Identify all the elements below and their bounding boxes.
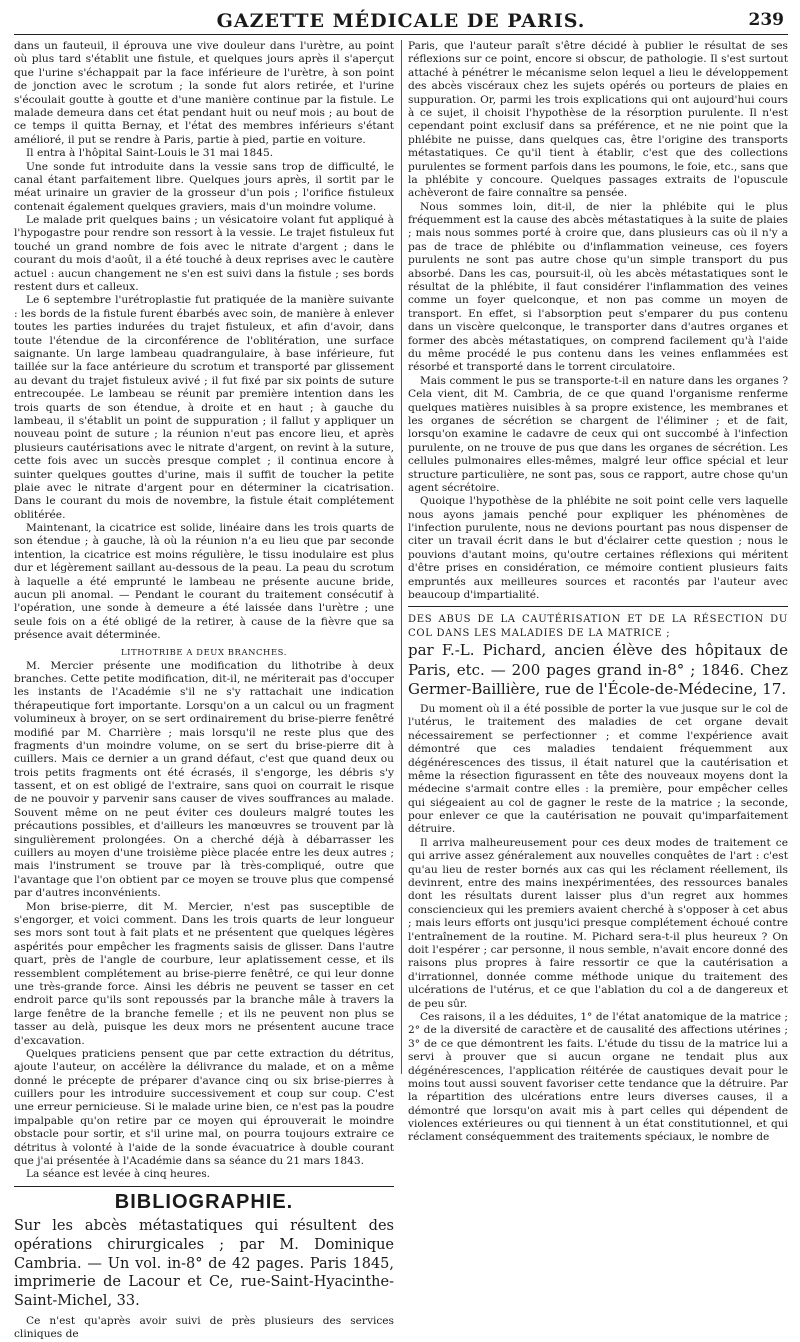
paragraph: Mon brise-pierre, dit M. Mercier, n'est pas susceptible de s'engorger, et voici comment. Dans les trois quarts de leur longueur ses mors sont tout à fait plats et ne présentent que quelques légères aspérités pour empêcher les fragments saisis de glisser. Dans l'autre quart, près de l'angle de courbure, leur aplatissement cesse, et ils ressemblent complétement au brise-pierre fenêtré, ce qui leur donne une très-grande force. Ainsi les débris ne peuvent se tasser en cet endroit parce qu'ils sont repoussés par la branche mâle à travers la large fenêtre de la branche femelle ; et ils ne peuvent non plus se tasser au delà, puisque les deux mors ne présentent aucune trace d'excavation. bbox=[14, 900, 394, 1047]
paragraph: Il arriva malheureusement pour ces deux modes de traitement ce qui arrive assez généralement aux nouvelles conquêtes de l'art : c'est qu'au lieu de rester bornés aux cas qui les réclament réellement, ils devinrent, entre des mains inexpérimentées, des ressources banales dont les résultats durent laisser plus d'un regret aux hommes consciencieux qui les premiers avaient cherché à s'opposer à cet abus ; mais leurs efforts ont jusqu'ici presque complétement échoué contre l'entraînement de la routine. M. Pichard sera-t-il plus heureux ? On doit l'espérer ; car personne, il nous semble, n'avait encore donné des raisons plus propres à faire ressortir ce que la cautérisation a d'irrationnel, donnée comme méthode unique du traitement des ulcérations de l'utérus, et ce que l'ablation du col a de dangereux et de peu sûr. bbox=[408, 836, 788, 1010]
paragraph: Le malade prit quelques bains ; un vésicatoire volant fut appliqué à l'hypogastre pour rendre son ressort à la vessie. Le trajet fistuleux fut touché un grand nombre de fois avec le nitrate d'argent ; dans le courant du mois d'août, il a été touché à deux reprises avec le cautère actuel : aucun changement ne s'en est suivi dans la fistule ; ses bords restent durs et calleux. bbox=[14, 214, 394, 294]
paragraph: Quelques praticiens pensent que par cette extraction du détritus, ajoute l'auteur, on accélère la délivrance du malade, et on a même donné le précepte de préparer d'avance cinq ou six brise-pierres à cuillers pour les introduire successivement et coup sur coup. C'est une erreur pernicieuse. Si le malade urine bien, ce n'est pas la poudre impalpable qu'on retire par ce moyen qui éprouverait le moindre obstacle pour sortir, et s'il urine mal, on pourra toujours extraire ce détritus à volonté à l'aide de la sonde évacuatrice à double courant que j'ai présentée à l'Académie dans sa séance du 21 mars 1843. bbox=[14, 1047, 394, 1168]
right-column bbox=[408, 40, 788, 1144]
paragraph: Paris, que l'auteur paraît s'être décidé à publier le résultat de ses réflexions sur ce point, encore si obscur, de pathologie. Il s'est surtout attaché à pénétrer le mécanisme selon lequel a lieu le développement des abcès viscéraux chez les sujets opérés ou porteurs de plaies en suppuration. Or, parmi les trois explications qui ont aujourd'hui cours à ce sujet, il choisit l'hypothèse de la résorption purulente. Il n'est cependant point exclusif dans sa préférence, et ne nie point que la phlébite ne puisse, dans quelques cas, être l'origine des transports métastatiques. Ce qu'il tient à établir, c'est que des collections purulentes se forment parfois dans les poumons, le foie, etc., sans que la phlébite y concoure. Quelques passages extraits de l'opuscule achèveront de faire connaître sa pensée. bbox=[408, 40, 788, 200]
paragraph: Une sonde fut introduite dans la vessie sans trop de difficulté, le canal étant parfaitement libre. Quelques jours après, il sortit par le méat urinaire un gravier de la grosseur d'un pois ; l'orifice fistuleux contenait également quelques graviers, mais d'un moindre volume. bbox=[14, 160, 394, 213]
subsection-heading: LITHOTRIBE A DEUX BRANCHES. bbox=[121, 646, 287, 657]
paragraph: Quoique l'hypothèse de la phlébite ne soit point celle vers laquelle nous ayons jamais penché pour expliquer les phénomènes de l'infection purulente, nous ne devions pourtant pas nous dispenser de citer un travail écrit dans le but d'éclairer cette question ; nous le pouvions d'autant moins, qu'outre certaines réflexions qui méritent d'être prises en considération, ce mémoire contient plusieurs faits empruntés aux meilleures sources et racontés par l'auteur avec beaucoup d'impartialité. bbox=[408, 495, 788, 602]
paragraph: Du moment où il a été possible de porter la vue jusque sur le col de l'utérus, le traitement des maladies de cet organe devait nécessairement se perfectionner ; et comme l'expérience avait démontré que ces maladies tendaient fréquemment aux dégénérescences des tissus, il était naturel que la cautérisation et même la résection figurassent en tête des nouveaux moyens dont la médecine s'armait contre elles : la première, pour empêcher celles qui siégeaient au col de gagner le reste de la matrice ; la seconde, pour enlever ce que la cautérisation ne pouvait qu'imparfaitement détruire. bbox=[408, 702, 788, 836]
page-header bbox=[14, 8, 788, 35]
two-column-body bbox=[14, 40, 788, 1341]
paragraph: Ce n'est qu'après avoir suivi de près plusieurs des services cliniques de bbox=[14, 1315, 394, 1341]
paragraph: Mais comment le pus se transporte-t-il en nature dans les organes ? Cela vient, dit M. Cambria, de ce que quand l'organisme renferme quelques matières nuisibles à sa propre existence, les membranes et les organes de sécrétion se chargent de l'éliminer ; et de fait, lorsqu'on examine le cadavre de ceux qui ont succombé à l'infection purulente, on ne trouve de pus que dans les organes de sécrétion. Les cellules pulmonaires elles-mêmes, malgré leur office spécial et leur structure particulière, ne sont pas, sous ce rapport, autre chose qu'un agent sécrétoire. bbox=[408, 374, 788, 494]
column-divider bbox=[401, 40, 402, 1074]
paragraph: Le 6 septembre l'urétroplastie fut pratiquée de la manière suivante : les bords de la fistule furent ébarbés avec soin, de manière à enlever toutes les parties indurées du trajet fistuleux, et afin d'avoir, dans toute l'étendue de la circonférence de l'oblitération, une surface saignante. Un large lambeau quadrangulaire, à base inférieure, fut taillée sur la face antérieure du scrotum et transporté par glissement au devant du trajet fistuleux avivé ; il fut fixé par six points de suture entrecoupée. Le lambeau se réunit par première intention dans les trois quarts de son étendue, à droite et en haut ; à gauche du lambeau, il s'établit un point de suppuration ; il fallut y appliquer un nouveau point de suture ; la réunion n'eut pas encore lieu, et après plusieurs cautérisations avec le nitrate d'argent, on revint à la suture, cette fois avec un succès presque complet ; il continua encore à suinter quelques gouttes d'urine, mais il suffit de toucher la petite plaie avec le nitrate d'argent pour en déterminer la cicatrisation. Dans le courant du mois de novembre, la fistule était complétement oblitérée. bbox=[14, 294, 394, 521]
paragraph: dans un fauteuil, il éprouva une vive douleur dans l'urètre, au point où plus tard s'établit une fistule, et quelques jours après il s'aperçut que l'urine s'échappait par la face inférieure de l'urètre, à son point de jonction avec le scrotum ; la sonde fut alors retirée, et l'urine s'écoulait goutte à goutte et d'une manière continue par la fistule. Le malade demeura dans cet état pendant huit ou neuf mois ; au bout de ce temps il quitta Bernay, et l'état des membres inférieurs s'étant amélioré, il put se rendre à Paris, partie à pied, partie en voiture. bbox=[14, 40, 394, 146]
bibliography-entry: par F.-L. Pichard, ancien élève des hôpitaux de Paris, etc. — 200 pages grand in-8° ; 1846. Chez Germer-Baillière, rue de l'École-de-Médecine, 17. bbox=[408, 641, 788, 698]
paragraph: La séance est levée à cinq heures. bbox=[26, 1168, 211, 1181]
paragraph: Ces raisons, il a les déduites, 1° de l'état anatomique de la matrice ; 2° de la diversité de caractère et de causalité des affections utérines ; 3° de ce que démontrent les faits. L'étude du tissu de la matrice lui a servi à prouver que si aucun organe ne tendait plus aux dégénérescences, l'application réitérée de caustiques devait pour le moins tout aussi souvent favoriser cette tendance que la détruire. Par la répartition des ulcérations entre leurs diverses causes, il a démontré que lorsqu'on avait mis à part celles qui dépendent de violences extérieures ou qui tiennent à un état constitutionnel, et qui réclament conséquemment des traitements spéciaux, le nombre de bbox=[408, 1010, 788, 1144]
running-head: GAZETTE MÉDICALE DE PARIS. bbox=[216, 10, 586, 32]
left-column bbox=[14, 40, 394, 1341]
newspaper-page bbox=[14, 8, 788, 1341]
paragraph: Nous sommes loin, dit-il, de nier la phlébite qui le plus fréquemment est la cause des abcès métastatiques à la suite de plaies ; mais nous sommes porté à croire que, dans plusieurs cas où il n'y a pas de trace de phlébite ou d'inflammation veineuse, ces foyers purulents ne sont pas autre chose qu'un simple transport du pus absorbé. Dans les cas, poursuit-il, où les abcès métastatiques sont le résultat de la phlébite, il faut considérer l'inflammation des veines comme un foyer quelconque, et non pas comme un moyen de transport. En effet, si l'absorption peut s'emparer du pus contenu dans un viscère quelconque, le transporter dans d'autres organes et former des abcès métastatiques, on comprend facilement qu'à l'aide du même procédé le pus contenu dans les veines enflammées est résorbé et transporté dans le torrent circulatoire. bbox=[408, 200, 788, 374]
section-title: BIBLIOGRAPHIE. bbox=[14, 1186, 394, 1214]
paragraph: Il entra à l'hôpital Saint-Louis le 31 mai 1845. bbox=[26, 147, 274, 160]
paragraph: M. Mercier présente une modification du lithotribe à deux branches. Cette petite modification, dit-il, ne mériterait pas d'occuper les instants de l'Académie s'il ne s'y rattachait une indication thérapeutique fort importante. Lorsqu'on a un calcul ou un fragment volumineux à broyer, on se sert ordinairement du brise-pierre fenêtré modifié par M. Charrière ; mais lorsqu'il ne reste plus que des fragments d'un moindre volume, on se sert du brise-pierre dit à cuillers. Mais ce dernier a un grand défaut, c'est que quand deux ou trois petits fragments ont été écrasés, il s'engorge, les débris s'y tassent, et on est obligé de l'extraire, sans quoi on courrait le risque de ne pouvoir y parvenir sans causer de vives souffrances au malade. Souvent même on ne peut éviter ces douleurs malgré toutes les précautions possibles, et d'ailleurs les manœuvres se trouvent par là singulièrement prolongées. On a cherché déjà à débarrasser les cuillers au moyen d'une troisième pièce placée entre les deux autres ; mais l'instrument se trouve par là très-compliqué, outre que l'avantage que l'on obtient par ce moyen se trouve plus que compensé par d'autres inconvénients. bbox=[14, 659, 394, 900]
paragraph: Maintenant, la cicatrice est solide, linéaire dans les trois quarts de son étendue ; à gauche, là où la réunion n'a eu lieu que par seconde intention, la cicatrice est moins régulière, le tissu inodulaire est plus dur et légèrement saillant au-dessous de la peau. La peau du scrotum à laquelle a été emprunté le lambeau ne présente aucune bride, aucun pli anomal. — Pendant le courant du traitement consécutif à l'opération, une sonde à demeure a été laissée dans l'urètre ; une seule fois on a été obligé de la retirer, à cause de la fièvre que sa présence avait déterminée. bbox=[14, 522, 394, 642]
review-heading: DES ABUS DE LA CAUTÉRISATION ET DE LA RÉSECTION DU COL DANS LES MALADIES DE LA MATRICE ; bbox=[408, 606, 788, 640]
bibliography-entry: Sur les abcès métastatiques qui résultent des opérations chirurgicales ; par M. Dominique Cambria. — Un vol. in-8° de 42 pages. Paris 1845, imprimerie de Lacour et Ce, rue-Saint-Hyacinthe-Saint-Michel, 33. bbox=[14, 1217, 394, 1310]
page-number: 239 bbox=[748, 10, 784, 30]
